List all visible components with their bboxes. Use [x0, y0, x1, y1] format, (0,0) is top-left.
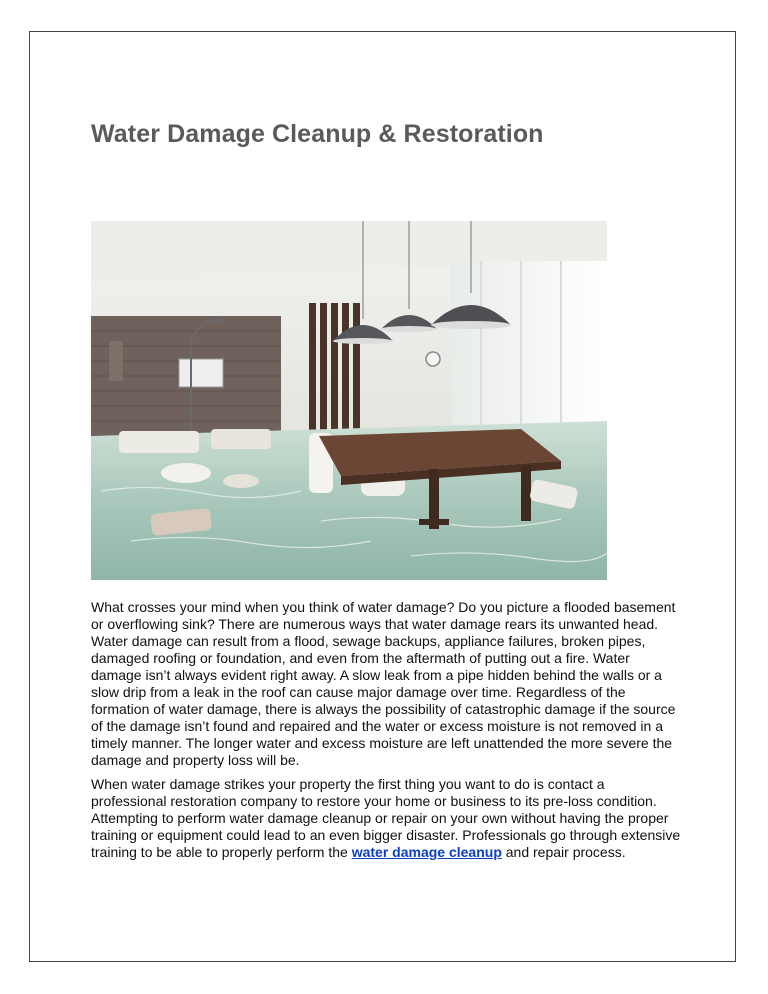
- paragraph-2-text-end: and repair process.: [501, 844, 626, 860]
- document-page: [29, 31, 736, 962]
- flooded-room-photo: [91, 221, 607, 580]
- paragraph-1: What crosses your mind when you think of water damage? Do you picture a flooded basement or overflowing sink? There are numerous ways that water damage rears its unwanted head. Water damage can result from a flood, sewage backups, appliance failures, broken pipes, damaged roofing or foundation, and even from the aftermath of putting out a fire. Water damage isn’t always evident right away. A slow leak from a pipe hidden behind the walls or a slow drip from a leak in the roof can cause major damage over time. Regardless of the formation of water damage, there is always the possibility of catastrophic damage if the source of the damage isn’t found and repaired and the water or excess moisture is not removed in a timely manner. The longer water and excess moisture are left unattended the more severe the damage and property loss will be.: [91, 599, 676, 768]
- page-title: Water Damage Cleanup & Restoration: [91, 120, 544, 148]
- water-damage-cleanup-link[interactable]: water damage cleanup: [351, 844, 502, 860]
- paragraph-2-text-start: When water damage strikes your property the first thing you want to do is contact a professional restoration company to restore your home or business to its pre-loss condition. Attempting to perform water damage cleanup or repair on your own without having the proper training or equipment could lead to an even bigger disaster. Professionals go through extensive training to be able to properly perform the: [91, 776, 681, 860]
- article-body: [91, 599, 681, 868]
- paragraph-2: [91, 776, 681, 861]
